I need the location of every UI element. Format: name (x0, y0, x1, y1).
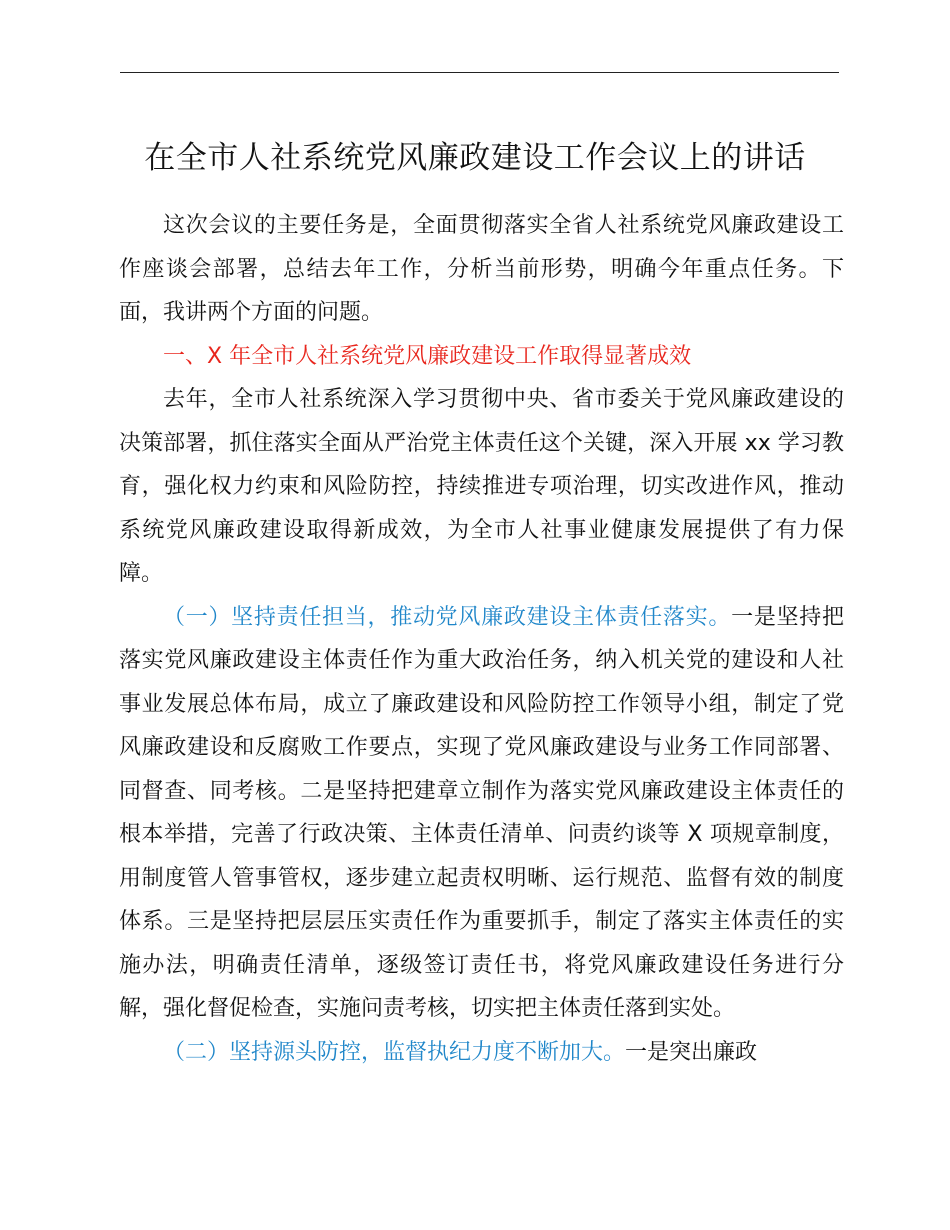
header-rule (120, 72, 839, 73)
subsection-heading-1: （一）坚持责任担当，推动党风廉政建设主体责任落实。 (163, 604, 732, 630)
section-paragraph: 去年，全市人社系统深入学习贯彻中央、省市委关于党风廉政建设的决策部署，抓住落实全面从严治党主体责任这个关键，深入开展 xx 学习教育，强化权力约束和风险防控，持续推进专项治理，切实改进作风，推动系统党风廉政建设取得新成效，为全市人社事业健康发展提供了有力保障。 (119, 387, 844, 586)
intro-paragraph: 这次会议的主要任务是，全面贯彻落实全省人社系统党风廉政建设工作座谈会部署，总结去年工作，分析当前形势，明确今年重点任务。下面，我讲两个方面的问题。 (119, 213, 844, 325)
subsection-paragraph-1 (119, 596, 844, 1031)
document-body (119, 204, 844, 1074)
subsection-text-2: 一是突出廉政 (625, 1039, 758, 1065)
section-heading: 一、X 年全市人社系统党风廉政建设工作取得显著成效 (163, 343, 692, 369)
page-title: 在全市人社系统党风廉政建设工作会议上的讲话 (144, 140, 806, 176)
subsection-heading-2: （二）坚持源头防控，监督执纪力度不断加大。 (163, 1039, 626, 1065)
subsection-paragraph-2 (119, 1031, 844, 1075)
subsection-text-1: 一是坚持把落实党风廉政建设主体责任作为重大政治任务，纳入机关党的建设和人社事业发展总体布局，成立了廉政建设和风险防控工作领导小组，制定了党风廉政建设和反腐败工作要点，实现了党风廉政建设与业务工作同部署、同督查、同考核。二是坚持把建章立制作为落实党风廉政建设主体责任的根本举措，完善了行政决策、主体责任清单、问责约谈等 X 项规章制度，用制度管人管事管权，逐步建立起责权明晰、运行规范、监督有效的制度体系。三是坚持把层层压实责任作为重要抓手，制定了落实主体责任的实施办法，明确责任清单，逐级签订责任书，将党风廉政建设任务进行分解，强化督促检查，实施问责考核，切实把主体责任落到实处。 (119, 604, 844, 1021)
